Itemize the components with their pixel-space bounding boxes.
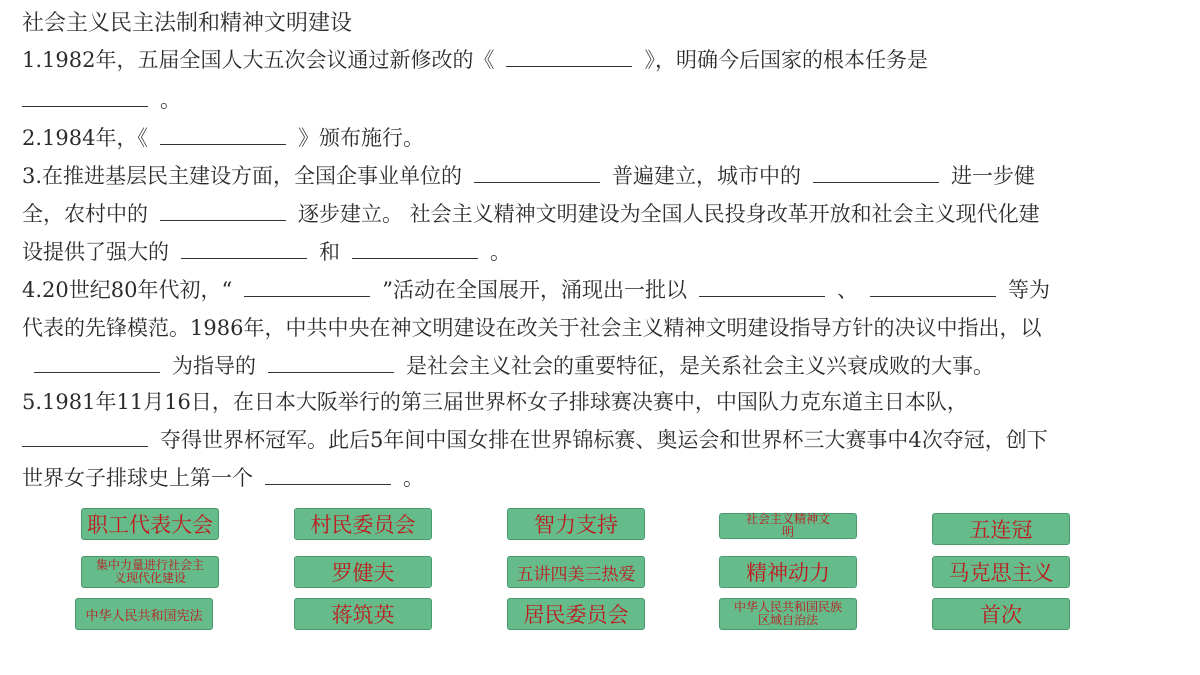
tile-label: 居民委员会 — [523, 603, 629, 627]
tile-label: 马克思主义 — [948, 561, 1054, 585]
tile-label: 中华人民共和国民族 — [733, 600, 842, 614]
answer-tile[interactable] — [507, 508, 645, 540]
answer-blank[interactable] — [699, 274, 825, 297]
answer-tile[interactable] — [81, 556, 219, 588]
question-text: 》，明确今后国家的根本任务是 — [644, 48, 928, 72]
answer-blank[interactable] — [160, 122, 286, 145]
question-4-line-2 — [22, 312, 1041, 344]
question-text: 。 — [160, 88, 181, 112]
question-text: 。 — [403, 466, 424, 490]
tile-label: 区域自治法 — [757, 613, 818, 627]
question-text: 和 — [319, 240, 340, 264]
question-text: 等为 — [1007, 278, 1050, 302]
answer-tile[interactable] — [294, 598, 432, 630]
question-2-line-1 — [22, 122, 424, 154]
question-text: 进一步健 — [951, 164, 1036, 188]
answer-tile[interactable] — [932, 556, 1070, 588]
question-text: 3.在推进基层民主建设方面，全国企事业单位的 — [22, 164, 463, 188]
answer-blank[interactable] — [268, 350, 394, 373]
answer-tile[interactable] — [75, 598, 213, 630]
page-title: 社会主义民主法制和精神文明建设 — [22, 11, 353, 36]
tile-label: 精神动力 — [746, 561, 830, 585]
answer-blank[interactable] — [474, 160, 600, 183]
tile-label: 职工代表大会 — [87, 513, 213, 537]
question-text: 、 — [836, 278, 858, 302]
tile-label: 五连冠 — [969, 518, 1033, 542]
question-text: 全，农村中的 — [22, 202, 148, 226]
answer-tile[interactable] — [719, 598, 857, 630]
question-text: 2.1984年，《 — [22, 126, 148, 150]
question-3-line-1 — [22, 160, 1035, 192]
question-text: ”活动在全国展开，涌现出一批以 — [382, 278, 687, 302]
question-3-line-2 — [22, 198, 1040, 230]
answer-tile[interactable] — [507, 598, 645, 630]
question-text: 普遍建立，城市中的 — [612, 164, 802, 188]
answer-blank[interactable] — [265, 462, 391, 485]
tile-label: 五讲四美三热爱 — [516, 564, 636, 585]
tile-label: 中华人民共和国宪法 — [85, 608, 203, 624]
question-1-line-1 — [22, 44, 928, 76]
answer-blank[interactable] — [22, 424, 148, 447]
question-text: 设提供了强大的 — [22, 240, 169, 264]
tile-label: 集中力量进行社会主 — [95, 558, 204, 572]
tile-label: 蒋筑英 — [331, 603, 395, 627]
tile-label: 明 — [781, 525, 794, 539]
answer-blank[interactable] — [244, 274, 370, 297]
question-text: 逐步建立。 社会主义精神文明建设为全国人民投身改革开放和社会主义现代化建 — [298, 202, 1040, 226]
answer-blank[interactable] — [813, 160, 939, 183]
tile-label: 智力支持 — [534, 513, 618, 537]
question-4-line-1 — [22, 274, 1050, 306]
tile-label: 罗健夫 — [331, 561, 395, 585]
answer-blank[interactable] — [870, 274, 996, 297]
answer-tile[interactable] — [719, 513, 857, 539]
question-text: 4.20世纪80年代初，“ — [22, 278, 233, 302]
tile-label: 首次 — [980, 603, 1022, 627]
answer-tile[interactable] — [294, 508, 432, 540]
answer-blank[interactable] — [181, 236, 307, 259]
answer-tile[interactable] — [719, 556, 857, 588]
question-3-line-3 — [22, 236, 511, 268]
tile-label: 社会主义精神文 — [745, 512, 830, 526]
answer-tile[interactable] — [294, 556, 432, 588]
tile-label: 村民委员会 — [310, 513, 416, 537]
answer-tile[interactable] — [932, 598, 1070, 630]
question-5-line-1 — [22, 386, 968, 418]
answer-tile[interactable] — [507, 556, 645, 588]
question-5-line-2 — [22, 424, 1048, 456]
question-1-line-2 — [22, 84, 181, 116]
question-4-line-3 — [22, 350, 994, 382]
question-5-line-3 — [22, 462, 424, 494]
answer-blank[interactable] — [506, 44, 632, 67]
question-text: 世界女子排球史上第一个 — [22, 466, 253, 490]
tile-label: 义现代化建设 — [113, 571, 186, 585]
question-text: 夺得世界杯冠军。此后5年间中国女排在世界锦标赛、奥运会和世界杯三大赛事中4次夺冠，创下 — [160, 428, 1048, 452]
answer-blank[interactable] — [160, 198, 286, 221]
question-text: 》颁布施行。 — [297, 126, 424, 150]
answer-blank[interactable] — [34, 350, 160, 373]
answer-blank[interactable] — [22, 84, 148, 107]
question-text: 是社会主义社会的重要特征，是关系社会主义兴衰成败的大事。 — [406, 354, 994, 378]
question-text: 1.1982年，五届全国人大五次会议通过新修改的《 — [22, 48, 495, 72]
question-text: 5.1981年11月16日，在日本大阪举行的第三届世界杯女子排球赛决赛中，中国队力克东道主日本队， — [22, 390, 968, 414]
answer-blank[interactable] — [352, 236, 478, 259]
question-text: 为指导的 — [172, 354, 256, 378]
question-text: 代表的先锋模范。1986年，中共中央在神文明建设在改关于社会主义精神文明建设指导方针的决议中指出，以 — [22, 316, 1042, 340]
answer-tile[interactable] — [81, 508, 219, 540]
question-text: 。 — [490, 240, 511, 264]
answer-tile[interactable] — [932, 513, 1070, 545]
